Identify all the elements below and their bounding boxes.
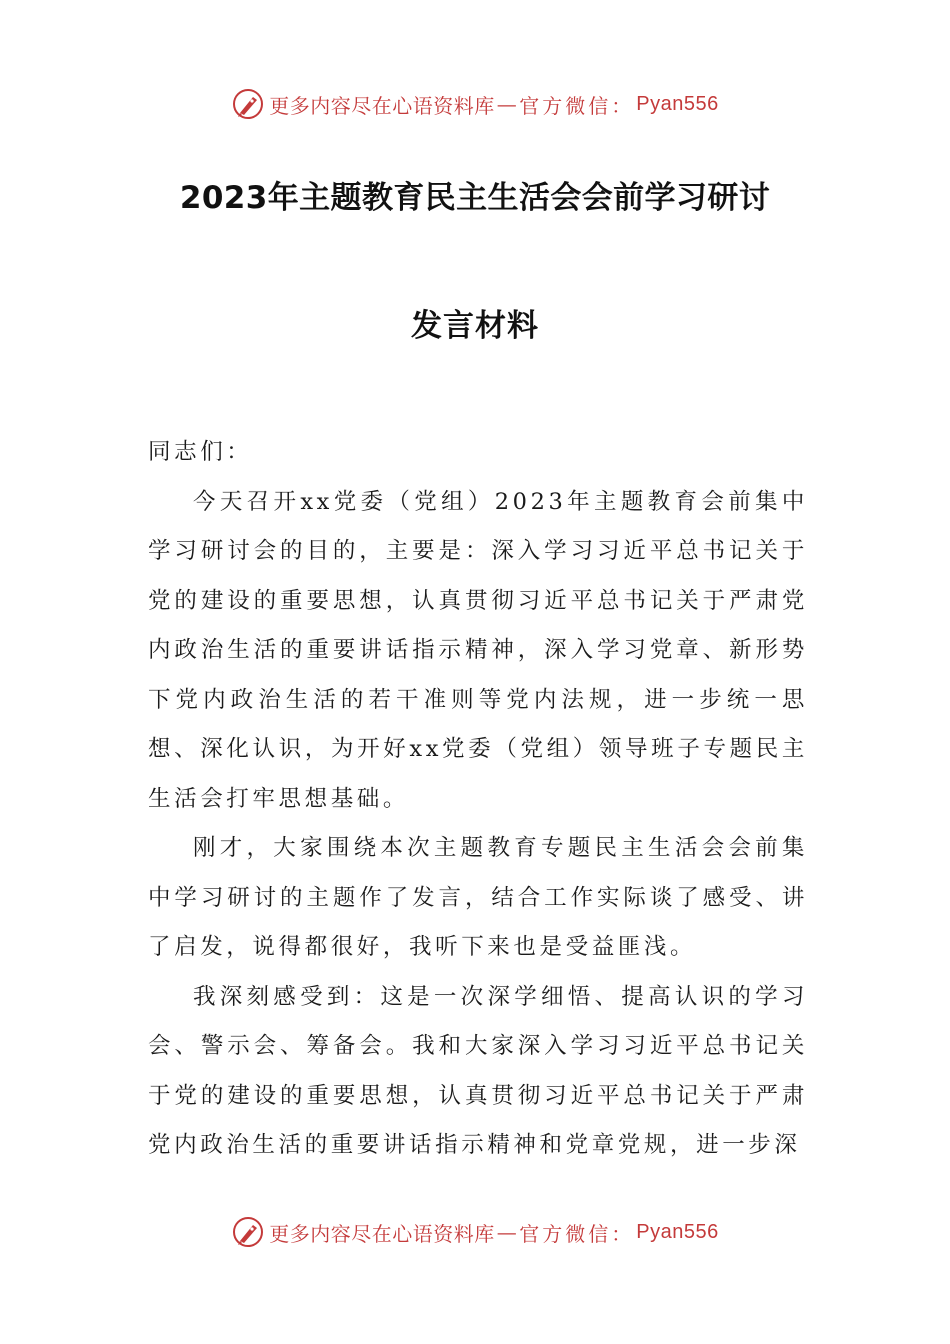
watermark-wechat-id: Pyan556 [636, 1220, 719, 1243]
watermark-footer [0, 1212, 950, 1252]
salutation: 同志们： [148, 439, 253, 465]
watermark-main-text: 更多内容尽在心语资料库 [269, 93, 495, 118]
paragraph-3: 我深刻感受到：这是一次深学细悟、提高认识的学习会、警示会、筹备会。我和大家深入学习习近平总书记关于党的建设的重要思想，认真贯彻习近平总书记关于严肃党内政治生活的重要讲话指示精神和党章党规，进一步深 [148, 983, 808, 1158]
document-body [148, 428, 808, 1171]
watermark-main-text: 更多内容尽在心语资料库 [269, 1221, 495, 1246]
watermark-sub-text: 官方微信： [519, 1221, 635, 1246]
document-title-line-1: 2023年主题教育民主生活会会前学习研讨 [179, 180, 771, 216]
watermark-dash: — [496, 92, 518, 116]
watermark-dash: — [496, 1220, 518, 1244]
document-title-line-2: 发言材料 [411, 308, 539, 344]
paragraph-1: 今天召开xx党委（党组）2023年主题教育会前集中学习研讨会的目的，主要是：深入学习习近平总书记关于党的建设的重要思想，认真贯彻习近平总书记关于严肃党内政治生活的重要讲话指示精神，深入学习党章、新形势下党内政治生活的若干准则等党内法规，进一步统一思想、深化认识，为开好xx党委（党组）领导班子专题民主生活会打牢思想基础。 [148, 488, 808, 812]
watermark-wechat-id: Pyan556 [636, 92, 719, 115]
watermark-sub-text: 官方微信： [519, 93, 635, 118]
pen-nib-logo-icon [231, 87, 265, 121]
pen-nib-logo-icon [231, 1215, 265, 1249]
paragraph-2: 刚才，大家围绕本次主题教育专题民主生活会会前集中学习研讨的主题作了发言，结合工作实际谈了感受、讲了启发，说得都很好，我听下来也是受益匪浅。 [148, 835, 808, 960]
watermark-header [0, 84, 950, 124]
